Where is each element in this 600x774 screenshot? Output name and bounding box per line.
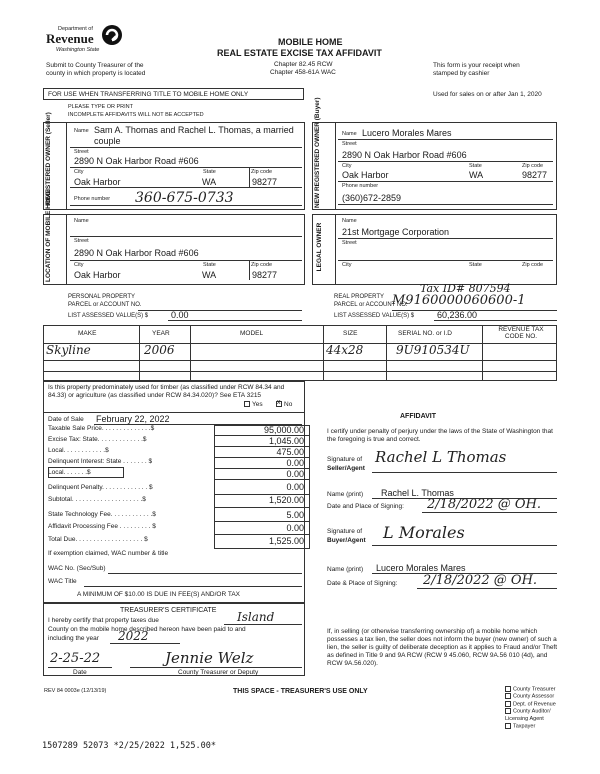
- timber-no[interactable]: x No: [276, 401, 292, 408]
- personal-assessed-value[interactable]: 0.00: [171, 310, 189, 320]
- seller-city-value[interactable]: Oak Harbor: [74, 177, 121, 187]
- copy-dept-revenue[interactable]: Dept. of Revenue: [505, 701, 585, 708]
- location-street-value[interactable]: 2890 N Oak Harbor Road #606: [74, 248, 199, 258]
- seller-street-value[interactable]: 2890 N Oak Harbor Road #606: [74, 156, 199, 166]
- th-year: YEAR: [152, 330, 170, 337]
- treasurer-line1: I hereby certify that property taxes due: [48, 617, 159, 624]
- cell-size[interactable]: 44x28: [326, 343, 364, 357]
- chapter-wac: Chapter 458-61A WAC: [270, 69, 336, 76]
- treasurer-signature[interactable]: Jennie Welz: [165, 649, 254, 667]
- seller-name-label: Name: [74, 128, 89, 134]
- affidavit-text: I certify under penalty of perjury under the laws of the State of Washington that the foregoing is true and correct.: [327, 428, 553, 443]
- val-total[interactable]: 1,525.00: [268, 536, 304, 546]
- real-property-label: REAL PROPERTY: [334, 294, 385, 300]
- legal-zip-label: Zip code: [522, 262, 544, 268]
- wac-title-label: WAC Title: [48, 578, 77, 585]
- buyer-street-label: Street: [342, 141, 357, 147]
- timber-yes[interactable]: Yes: [244, 401, 263, 408]
- cell-make[interactable]: Skyline: [46, 343, 91, 357]
- seller-sig-label1: Signature of: [327, 456, 363, 463]
- treasurer-county[interactable]: Island: [237, 610, 275, 624]
- buyer-zip-value[interactable]: 98277: [522, 170, 548, 180]
- val-delinq-local[interactable]: 0.00: [286, 469, 304, 479]
- seller-phone-value[interactable]: 360-675-0733: [135, 190, 234, 206]
- seller-date-label: Date and Place of Signing:: [327, 503, 404, 510]
- buyer-street-value[interactable]: 2890 N Oak Harbor Road #606: [342, 150, 467, 160]
- buyer-print-value[interactable]: Lucero Morales Mares: [376, 563, 466, 573]
- exempt-label: If exemption claimed, WAC number & title: [48, 550, 169, 557]
- receipt-line2: stamped by cashier: [433, 70, 490, 77]
- seller-name-value[interactable]: Sam A. Thomas and Rachel L. Thomas, a married couple: [94, 125, 294, 146]
- val-affidavit-fee[interactable]: 0.00: [286, 523, 304, 533]
- location-label: LOCATION OF MOBILE HOME: [45, 189, 52, 282]
- legal-name-label: Name: [342, 218, 357, 224]
- copy-distribution: [505, 686, 585, 730]
- form-title2: REAL ESTATE EXCISE TAX AFFIDAVIT: [217, 48, 382, 58]
- treasurer-date-label: Date: [73, 669, 87, 676]
- fraud-notice: If, in selling (or otherwise transferring ownership of) a mobile home which possesses a tax lien, the seller does not inform the buyer (new owner) of such a lien, the seller is guilty of deliberate deception as it applies to Fraud and/or Theft as defined in Title 9 and 9A RCW (RCW 9 45.060, RCW 9A.56 010 (4d), and RCW 9A.56.020).: [327, 628, 558, 667]
- buyer-signature[interactable]: L Morales: [383, 523, 465, 542]
- copy-county-auditor[interactable]: County Auditor/ Licensing Agent: [505, 708, 551, 722]
- buyer-state-value[interactable]: WA: [469, 170, 484, 180]
- th-size: SIZE: [343, 330, 358, 337]
- val-delinq-state[interactable]: 0.00: [286, 458, 304, 468]
- dor-logo: [46, 26, 126, 60]
- minimum-note: A MINIMUM OF $10.00 IS DUE IN FEE(S) AND/OR TAX: [77, 591, 241, 598]
- seller-signature[interactable]: Rachel L Thomas: [375, 448, 507, 466]
- treasurer-line3: including the year: [48, 635, 99, 642]
- personal-parcel-label: PARCEL or ACCOUNT NO.: [68, 302, 142, 308]
- real-parcel-label: PARCEL or ACCOUNT NO.: [334, 302, 408, 308]
- th-revenue-code: REVENUE TAX CODE NO.: [498, 326, 544, 341]
- wac-no-label: WAC No. (Sec/Sub): [48, 565, 106, 572]
- chapter-rcw: Chapter 82.45 RCW: [274, 61, 333, 68]
- copy-county-assessor[interactable]: County Assessor: [505, 693, 585, 700]
- dor-name: Revenue: [46, 31, 94, 46]
- sale-row-affidavit-fee: Affidavit Processing Fee . . . . . . . . . $: [48, 523, 156, 530]
- treasurer-line2: County on the mobile home described hereon have been paid to and: [48, 626, 246, 633]
- seller-city-label: City: [74, 169, 84, 175]
- location-street-label: Street: [74, 238, 89, 244]
- delinquent-local-box: [48, 467, 124, 478]
- location-state-label: State: [203, 262, 216, 268]
- seller-zip-value[interactable]: 98277: [252, 177, 278, 187]
- sale-row-penalty: Delinquent Penalty. . . . . . . . . . . . . $: [48, 484, 153, 491]
- dor-state: Washington State: [56, 47, 100, 53]
- seller-zip-label: Zip code: [251, 169, 273, 175]
- buyer-zip-label: Zip code: [522, 163, 544, 169]
- legal-street-label: Street: [342, 240, 357, 246]
- location-zip-value[interactable]: 98277: [252, 270, 278, 280]
- receipt-line1: This form is your receipt when: [433, 62, 520, 69]
- val-taxable[interactable]: 95,000.00: [263, 425, 304, 435]
- th-serial: SERIAL NO. or I.D: [398, 330, 452, 337]
- incomplete-note: INCOMPLETE AFFIDAVITS WILL NOT BE ACCEPTED: [68, 112, 204, 118]
- val-subtotal[interactable]: 1,520.00: [268, 495, 304, 505]
- location-state-value[interactable]: WA: [202, 270, 217, 280]
- buyer-name-label: Name: [342, 131, 357, 137]
- seller-phone-label: Phone number: [74, 196, 111, 202]
- buyer-date-label: Date & Place of Signing:: [327, 580, 398, 587]
- real-assessed-label: LIST ASSESSED VALUE(S) $: [334, 313, 415, 319]
- buyer-print-label: Name (print): [327, 566, 364, 573]
- treasurer-sig-label: County Treasurer or Deputy: [178, 669, 259, 676]
- sale-row-local: Local. . . . . . . . . . . .$: [48, 447, 109, 454]
- treasurer-year[interactable]: 2022: [118, 629, 149, 643]
- submit-line2: county in which property is located: [46, 70, 146, 77]
- buyer-city-value[interactable]: Oak Harbor: [342, 170, 389, 180]
- cell-year[interactable]: 2006: [144, 343, 175, 357]
- personal-property-label: PERSONAL PROPERTY: [68, 294, 136, 300]
- legal-owner-block: [312, 214, 557, 285]
- copy-taxpayer[interactable]: Taxpayer: [505, 723, 585, 730]
- sale-row-delinq-state: Delinquent Interest: State . . . . . . . $: [48, 458, 153, 465]
- treasurer-use-only: THIS SPACE - TREASURER'S USE ONLY: [233, 688, 368, 695]
- used-for-note: Used for sales on or after Jan 1, 2020: [433, 91, 542, 98]
- val-local-tax[interactable]: 475.00: [276, 447, 304, 457]
- type-print-note: PLEASE TYPE OR PRINT: [68, 104, 134, 110]
- seller-state-label: State: [203, 169, 216, 175]
- seller-sig-label2: Seller/Agent: [327, 465, 365, 472]
- th-make: MAKE: [78, 330, 97, 337]
- val-penalty[interactable]: 0.00: [286, 482, 304, 492]
- new-owner-label: NEW REGISTERED OWNER (Buyer): [314, 97, 321, 208]
- sale-row-total: Total Due. . . . . . . . . . . . . . . . . . . $: [48, 536, 148, 543]
- sale-row-delinq-local: Local. . . . . . .$: [48, 469, 91, 476]
- buyer-sig-label1: Signature of: [327, 528, 363, 535]
- location-city-value[interactable]: Oak Harbor: [74, 270, 121, 280]
- buyer-sig-label2: Buyer/Agent: [327, 537, 366, 544]
- buyer-date-value[interactable]: 2/18/2022 @ OH.: [423, 573, 538, 588]
- buyer-state-label: State: [469, 163, 482, 169]
- timber-question: Is this property predominately used for timber (as classified under RCW 84.34 and 84.33) or agriculture (as classified under RCW 84.34.020)? See ETA 3215: [48, 384, 285, 399]
- home-table: [43, 325, 557, 381]
- affidavit-title: AFFIDAVIT: [400, 413, 437, 420]
- seller-print-label: Name (print): [327, 491, 364, 498]
- val-tech-fee[interactable]: 5.00: [286, 510, 304, 520]
- seller-state-value[interactable]: WA: [202, 177, 217, 187]
- legal-state-label: State: [469, 262, 482, 268]
- rev-number: REV 84 0003e (12/13/19): [44, 688, 107, 694]
- treasurer-date[interactable]: 2-25-22: [50, 651, 101, 666]
- location-city-label: City: [74, 262, 84, 268]
- real-assessed-value[interactable]: 60,236.00: [437, 310, 478, 320]
- buyer-name-value[interactable]: Lucero Morales Mares: [362, 128, 452, 138]
- cell-serial[interactable]: 9U910534U: [396, 343, 470, 357]
- buyer-phone-value[interactable]: (360)672-2859: [342, 193, 402, 203]
- sale-row-subtotal: Subtotal. . . . . . . . . . . . . . . . . . . .$: [48, 496, 146, 503]
- sale-date-value[interactable]: February 22, 2022: [96, 414, 170, 424]
- th-model: MODEL: [240, 330, 264, 337]
- seller-street-label: Street: [74, 149, 89, 155]
- sale-row-taxable: Taxable Sale Price. . . . . . . . . . . . . .$: [48, 425, 155, 432]
- real-account-value[interactable]: M9160000060600-1: [392, 293, 526, 308]
- val-state-tax[interactable]: 1,045.00: [268, 436, 304, 446]
- dor-emblem-icon: [101, 24, 123, 46]
- sale-date-label: Date of Sale: [48, 416, 84, 423]
- real-tax-id[interactable]: Tax ID# 807594: [420, 282, 511, 295]
- legal-owner-label: LEGAL OWNER: [316, 222, 323, 272]
- sale-row-tech-fee: State Technology Fee. . . . . . . . . . . .$: [48, 511, 156, 518]
- seller-print-value[interactable]: Rachel L. Thomas: [381, 488, 454, 498]
- buyer-city-label: City: [342, 163, 352, 169]
- copy-county-treasurer[interactable]: County Treasurer: [505, 686, 585, 693]
- location-zip-label: Zip code: [251, 262, 273, 268]
- personal-assessed-label: LIST ASSESSED VALUE(S) $: [68, 313, 149, 319]
- submit-line1: Submit to County Treasurer of the: [46, 62, 144, 69]
- seller-date-value[interactable]: 2/18/2022 @ OH.: [427, 497, 542, 512]
- location-name-label: Name: [74, 218, 89, 224]
- sale-row-state: Excise Tax: State. . . . . . . . . . . . .$: [48, 436, 147, 443]
- buyer-phone-label: Phone number: [342, 183, 379, 189]
- cashier-stamp: 1507289 52073 *2/25/2022 1,525.00*: [42, 741, 216, 751]
- treasurer-title: TREASURER'S CERTIFICATE: [120, 607, 217, 614]
- registered-owner-label: REGISTERED OWNER (Seller): [45, 112, 52, 205]
- legal-city-label: City: [342, 262, 352, 268]
- transfer-note: FOR USE WHEN TRANSFERRING TITLE TO MOBILE HOME ONLY: [48, 91, 249, 98]
- form-title1: MOBILE HOME: [278, 37, 343, 47]
- dor-dept-line: Department of: [58, 26, 93, 32]
- legal-name-value[interactable]: 21st Mortgage Corporation: [342, 227, 450, 237]
